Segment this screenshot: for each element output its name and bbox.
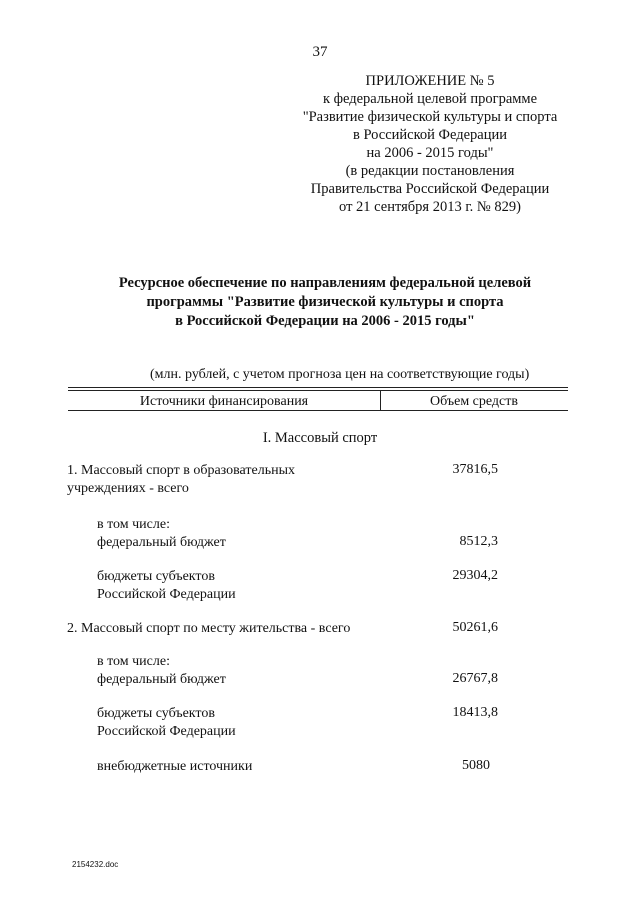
appendix-header <box>270 72 590 216</box>
appendix-line: ПРИЛОЖЕНИЕ № 5 <box>365 73 495 89</box>
table-row-value: 37816,5 <box>452 462 498 477</box>
header-amount: Объем средств <box>429 394 518 409</box>
table-row-value: 26767,8 <box>452 671 498 686</box>
table-row-value: 5080 <box>462 758 490 773</box>
appendix-line: (в редакции постановления <box>345 163 515 179</box>
title-line: программы "Развитие физической культуры и спорта <box>146 294 504 310</box>
appendix-line: в Российской Федерации <box>352 127 508 143</box>
table-row-value: 18413,8 <box>452 705 498 720</box>
table-top-rule-2 <box>68 390 568 391</box>
title-line: Ресурсное обеспечение по направлениям федеральной целевой <box>118 275 532 291</box>
header-sources: Источники финансирования <box>139 394 309 409</box>
title-line: в Российской Федерации на 2006 - 2015 годы" <box>175 313 475 329</box>
appendix-line: от 21 сентября 2013 г. № 829) <box>339 199 521 215</box>
units-note: (млн. рублей, с учетом прогноза цен на соответствующие годы) <box>150 367 530 382</box>
table-row-value: 8512,3 <box>459 534 498 549</box>
table-row-label: бюджеты субъектов Российской Федерации <box>97 569 236 602</box>
appendix-line: "Развитие физической культуры и спорта <box>302 109 558 125</box>
table-row-value: 29304,2 <box>452 568 498 583</box>
page-number: 37 <box>312 44 328 60</box>
table-header-bottom-rule <box>68 410 568 411</box>
file-name-footer: 2154232.doc <box>72 860 119 869</box>
table-row-label: 2. Массовый спорт по месту жительства - всего <box>67 621 351 636</box>
appendix-line: к федеральной целевой программе <box>322 91 538 107</box>
table-row-label: в том числе: федеральный бюджет <box>97 517 226 550</box>
document-title <box>60 274 590 331</box>
table-top-rule <box>68 387 568 388</box>
table-row-label: в том числе: федеральный бюджет <box>97 654 226 687</box>
table-row-label: внебюджетные источники <box>97 759 253 774</box>
table-row-value: 50261,6 <box>452 620 498 635</box>
table-row-label: 1. Массовый спорт в образовательных учреждениях - всего <box>67 463 296 496</box>
appendix-line: Правительства Российской Федерации <box>310 181 550 197</box>
section-title: I. Массовый спорт <box>262 430 378 446</box>
table-row-label: бюджеты субъектов Российской Федерации <box>97 706 236 739</box>
appendix-line: на 2006 - 2015 годы" <box>366 145 494 161</box>
